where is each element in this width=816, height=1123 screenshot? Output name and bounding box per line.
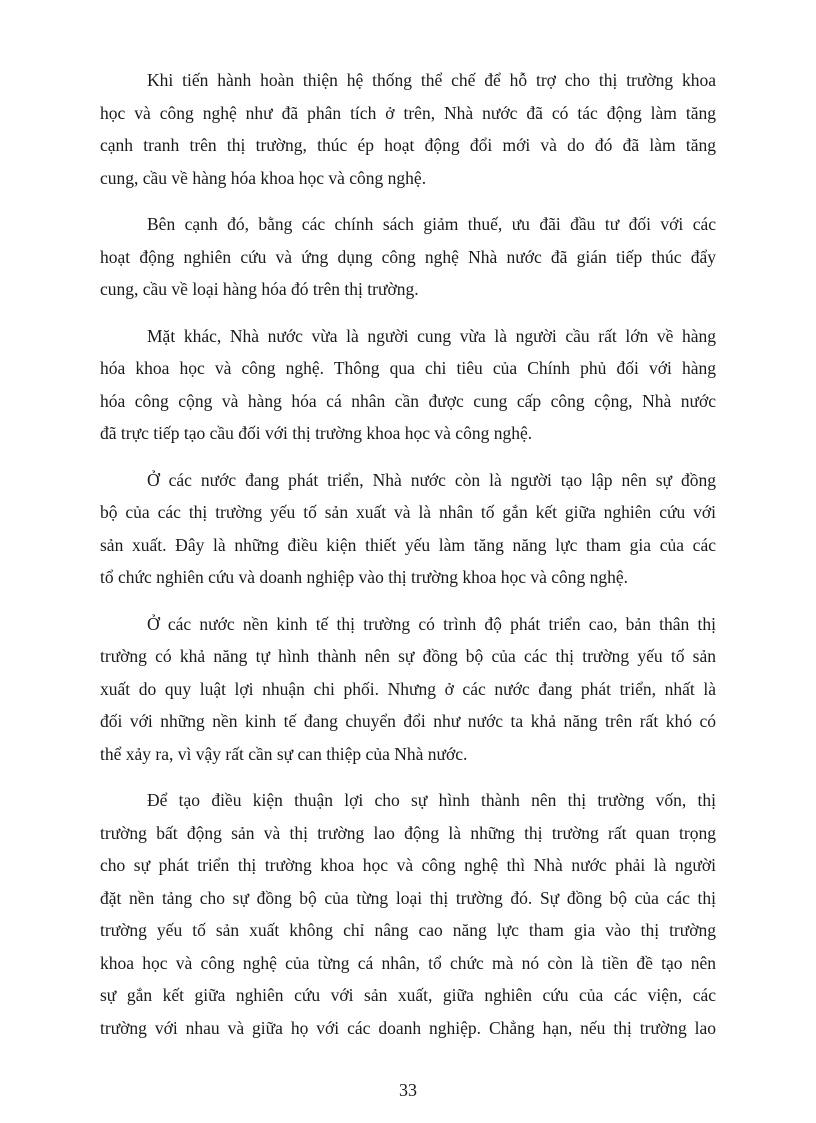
text-line: hoạt động nghiên cứu và ứng dụng công nghệ Nhà nước đã gián tiếp thúc đẩy bbox=[100, 246, 716, 267]
text-line: hóa công cộng và hàng hóa cá nhân cần được cung cấp công cộng, Nhà nước bbox=[100, 390, 716, 411]
text-line: khoa học và công nghệ của từng cá nhân, tổ chức mà nó còn là tiền đề tạo nên bbox=[100, 952, 716, 973]
text-line: cung, cầu về hàng hóa khoa học và công nghệ. bbox=[100, 167, 427, 188]
paragraph bbox=[100, 464, 716, 594]
text-line: Để tạo điều kiện thuận lợi cho sự hình thành nên thị trường vốn, thị bbox=[147, 790, 716, 810]
paragraph bbox=[100, 608, 716, 771]
text-line: thể xảy ra, vì vậy rất cần sự can thiệp của Nhà nước. bbox=[100, 743, 468, 764]
text-line: Bên cạnh đó, bằng các chính sách giảm thuế, ưu đãi đầu tư đối với các bbox=[147, 214, 716, 234]
paragraph bbox=[100, 208, 716, 306]
text-line: đối với những nền kinh tế đang chuyển đổi như nước ta khả năng trên rất khó có bbox=[100, 711, 716, 731]
paragraph bbox=[100, 64, 716, 194]
body-text bbox=[100, 64, 716, 1058]
text-line: tổ chức nghiên cứu và doanh nghiệp vào thị trường khoa học và công nghệ. bbox=[100, 567, 629, 587]
paragraph bbox=[100, 784, 716, 1044]
paragraph bbox=[100, 320, 716, 450]
page-number: 33 bbox=[399, 1080, 417, 1100]
text-line: Khi tiến hành hoàn thiện hệ thống thể chế để hỗ trợ cho thị trường khoa bbox=[147, 70, 716, 90]
text-line: sản xuất. Đây là những điều kiện thiết yếu làm tăng năng lực tham gia của các bbox=[100, 534, 716, 555]
text-line: cạnh tranh trên thị trường, thúc ép hoạt động đổi mới và do đó đã làm tăng bbox=[100, 135, 716, 155]
text-line: hóa khoa học và công nghệ. Thông qua chi tiêu của Chính phủ đối với hàng bbox=[100, 358, 716, 378]
text-line: bộ của các thị trường yếu tố sản xuất và là nhân tố gắn kết giữa nghiên cứu với bbox=[100, 502, 716, 522]
text-line: Ở các nước nền kinh tế thị trường có trình độ phát triển cao, bản thân thị bbox=[147, 613, 716, 634]
text-line: cung, cầu về loại hàng hóa đó trên thị trường. bbox=[100, 279, 419, 299]
text-line: trường có khả năng tự hình thành nên sự đồng bộ của các thị trường yếu tố sản bbox=[100, 646, 716, 666]
text-line: đã trực tiếp tạo cầu đối với thị trường khoa học và công nghệ. bbox=[100, 423, 533, 443]
text-line: Mặt khác, Nhà nước vừa là người cung vừa là người cầu rất lớn về hàng bbox=[147, 325, 716, 346]
text-line: trường bất động sản và thị trường lao động là những thị trường rất quan trọng bbox=[100, 822, 716, 843]
text-line: xuất do quy luật lợi nhuận chi phối. Nhưng ở các nước đang phát triển, nhất là bbox=[100, 678, 716, 699]
text-line: trường với nhau và giữa họ với các doanh nghiệp. Chẳng hạn, nếu thị trường lao bbox=[100, 1017, 716, 1038]
text-line: cho sự phát triển thị trường khoa học và công nghệ thì Nhà nước phải là người bbox=[100, 855, 716, 875]
text-line: trường yếu tố sản xuất không chỉ nâng cao năng lực tham gia vào thị trường bbox=[100, 920, 716, 940]
text-line: sự gắn kết giữa nghiên cứu với sản xuất, giữa nghiên cứu của các viện, các bbox=[100, 985, 716, 1005]
text-line: học và công nghệ như đã phân tích ở trên, Nhà nước đã có tác động làm tăng bbox=[100, 102, 716, 123]
text-line: đặt nền tảng cho sự đồng bộ của từng loại thị trường đó. Sự đồng bộ của các thị bbox=[100, 887, 716, 908]
text-line: Ở các nước đang phát triển, Nhà nước còn là người tạo lập nên sự đồng bbox=[147, 469, 716, 490]
